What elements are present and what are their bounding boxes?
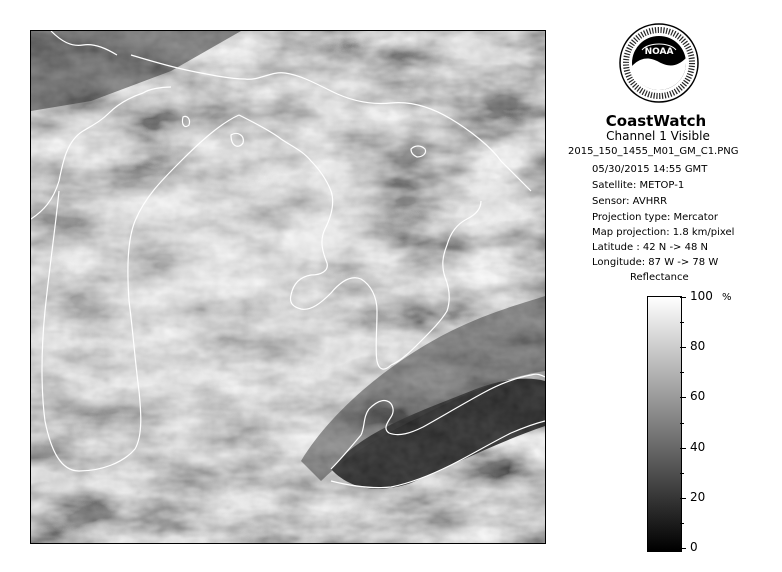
legend-tick-mark bbox=[680, 548, 686, 549]
legend-tick-label: 60 bbox=[690, 389, 706, 404]
longitude-range: Longitude: 87 W -> 78 W bbox=[592, 257, 719, 268]
legend-minor-tick bbox=[680, 473, 684, 474]
map-projection: Map projection: 1.8 km/pixel bbox=[592, 227, 735, 238]
app-title: CoastWatch bbox=[605, 112, 707, 130]
legend-tick-mark bbox=[680, 297, 686, 298]
legend-tick-label: 40 bbox=[690, 439, 706, 454]
latitude-range: Latitude : 42 N -> 48 N bbox=[592, 242, 708, 253]
legend-minor-tick bbox=[680, 423, 684, 424]
sensor-info: Sensor: AVHRR bbox=[592, 196, 668, 207]
date-time: 05/30/2015 14:55 GMT bbox=[592, 164, 708, 175]
filename: 2015_150_1455_M01_GM_C1.PNG bbox=[568, 146, 739, 157]
legend-unit: % bbox=[722, 292, 732, 303]
legend-tick-label: 100 bbox=[690, 289, 713, 303]
legend-title: Reflectance bbox=[630, 272, 689, 283]
satellite-info: Satellite: METOP-1 bbox=[592, 180, 685, 191]
legend-tick-mark bbox=[680, 397, 686, 398]
satellite-image-map bbox=[30, 30, 546, 544]
legend-minor-tick bbox=[680, 322, 684, 323]
reflectance-colorbar bbox=[647, 296, 682, 552]
legend-minor-tick bbox=[680, 372, 684, 373]
legend-tick-mark bbox=[680, 347, 686, 348]
legend-minor-tick bbox=[680, 523, 684, 524]
legend-tick-label: 80 bbox=[690, 339, 706, 354]
projection-type: Projection type: Mercator bbox=[592, 212, 718, 223]
noaa-seal-icon bbox=[618, 22, 700, 104]
legend-tick-mark bbox=[680, 498, 686, 499]
satellite-image bbox=[31, 31, 545, 543]
legend-tick-label: 0 bbox=[690, 540, 698, 554]
noaa-logo bbox=[618, 22, 700, 104]
channel-label: Channel 1 Visible bbox=[606, 129, 710, 143]
legend-tick-mark bbox=[680, 448, 686, 449]
legend-tick-label: 20 bbox=[690, 489, 706, 504]
noaa-logo-text: NOAA bbox=[644, 47, 674, 57]
